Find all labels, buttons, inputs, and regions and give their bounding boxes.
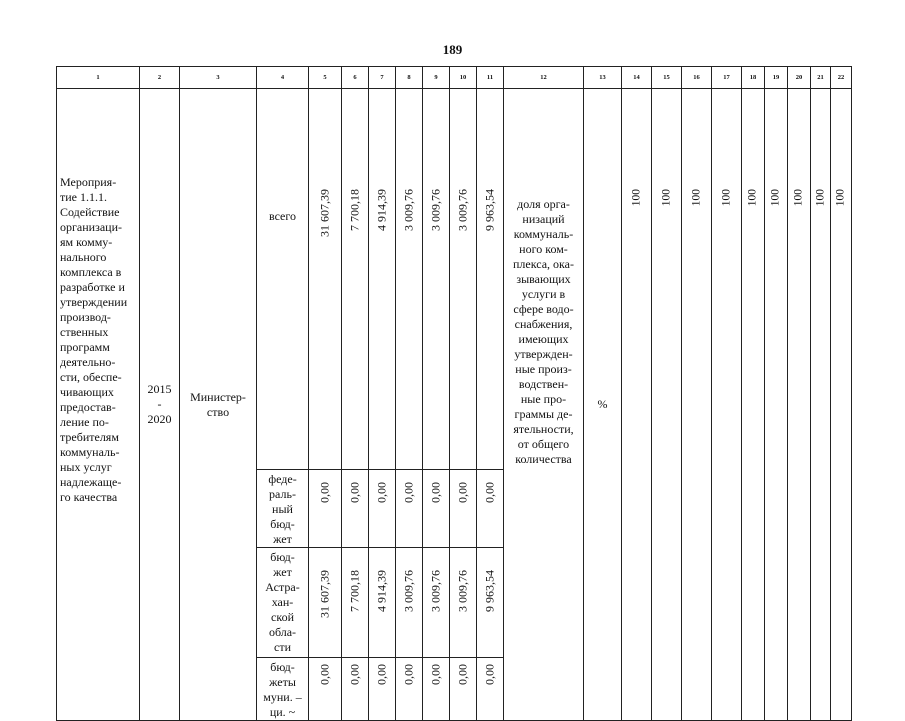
funding-value: 0,00 — [401, 482, 416, 503]
funding-value: 31 607,39 — [317, 570, 332, 618]
funding-value: 7 700,18 — [347, 189, 362, 231]
funding-value: 4 914,39 — [374, 189, 389, 231]
col-header: 9 — [423, 67, 450, 89]
target-value: 100 — [720, 189, 732, 207]
funding-value: 0,00 — [482, 482, 497, 503]
funding-value: 31 607,39 — [317, 189, 332, 237]
col-header: 21 — [811, 67, 831, 89]
funding-value: 0,00 — [374, 664, 389, 685]
activity-executor: Министер- ство — [180, 89, 257, 721]
funding-value: 4 914,39 — [374, 570, 389, 612]
funding-value: 0,00 — [428, 482, 443, 503]
target-value: 100 — [630, 189, 642, 207]
col-header: 12 — [504, 67, 584, 89]
col-header: 17 — [712, 67, 742, 89]
funding-source: бюд- жет Астра- хан- ской обла- сти — [257, 548, 309, 658]
funding-value: 3 009,76 — [455, 189, 470, 231]
col-header: 14 — [622, 67, 652, 89]
funding-row-total — [57, 89, 852, 470]
target-value: 100 — [792, 189, 805, 207]
col-header: 6 — [342, 67, 369, 89]
col-header: 7 — [369, 67, 396, 89]
col-header: 2 — [140, 67, 180, 89]
indicator-unit: % — [584, 89, 622, 721]
col-header: 15 — [652, 67, 682, 89]
col-header: 10 — [450, 67, 477, 89]
funding-value: 7 700,18 — [347, 570, 362, 612]
col-header: 16 — [682, 67, 712, 89]
funding-value: 0,00 — [455, 482, 470, 503]
funding-value: 0,00 — [317, 482, 332, 503]
funding-value: 9 963,54 — [482, 189, 497, 231]
target-value: 100 — [690, 189, 702, 207]
funding-value: 0,00 — [455, 664, 470, 685]
col-header: 3 — [180, 67, 257, 89]
col-header: 22 — [831, 67, 852, 89]
header-row — [57, 67, 852, 89]
page-number: 189 — [442, 42, 463, 57]
target-value: 100 — [769, 189, 782, 207]
col-header: 11 — [477, 67, 504, 89]
col-header: 1 — [57, 67, 140, 89]
funding-value: 3 009,76 — [401, 189, 416, 231]
funding-value: 0,00 — [401, 664, 416, 685]
target-value: 100 — [834, 189, 847, 207]
target-value: 100 — [660, 189, 672, 207]
funding-value: 3 009,76 — [401, 570, 416, 612]
funding-value: 0,00 — [347, 664, 362, 685]
funding-value: 0,00 — [317, 664, 332, 685]
funding-value: 0,00 — [428, 664, 443, 685]
col-header: 18 — [742, 67, 765, 89]
col-header: 13 — [584, 67, 622, 89]
target-value: 100 — [814, 189, 826, 207]
col-header: 20 — [788, 67, 811, 89]
col-header: 4 — [257, 67, 309, 89]
col-header: 19 — [765, 67, 788, 89]
funding-source: бюд- жеты муни. – ци. ~ — [257, 658, 309, 721]
activity-name: Мероприя- тие 1.1.1. Содействие организаци- ям комму- нального комплекса в разработке и утверждении производ- ственных программ деятельно- сти, обеспе- чивающих предостав- ление по- требителям коммуналь- ных услуг надлежаще- го качества — [57, 89, 140, 721]
target-value: 100 — [746, 189, 759, 207]
col-header: 5 — [309, 67, 342, 89]
indicator-description: доля орга- низаций коммуналь- ного ком- плекса, ока- зывающих услуги в сфере водо- снабжения, имеющих утвержден- ные произ- водствен- ные про- граммы де- ятельности, от общего количества — [504, 89, 584, 721]
activity-years: 2015 - 2020 — [140, 89, 180, 721]
funding-value: 0,00 — [374, 482, 389, 503]
funding-value: 0,00 — [347, 482, 362, 503]
funding-value: 3 009,76 — [455, 570, 470, 612]
funding-value: 9 963,54 — [482, 570, 497, 612]
funding-value: 3 009,76 — [428, 189, 443, 231]
program-table — [56, 66, 852, 721]
funding-value: 0,00 — [482, 664, 497, 685]
col-header: 8 — [396, 67, 423, 89]
funding-value: 3 009,76 — [428, 570, 443, 612]
funding-source: всего — [257, 89, 309, 470]
funding-source: феде- раль- ный бюд- жет — [257, 470, 309, 548]
